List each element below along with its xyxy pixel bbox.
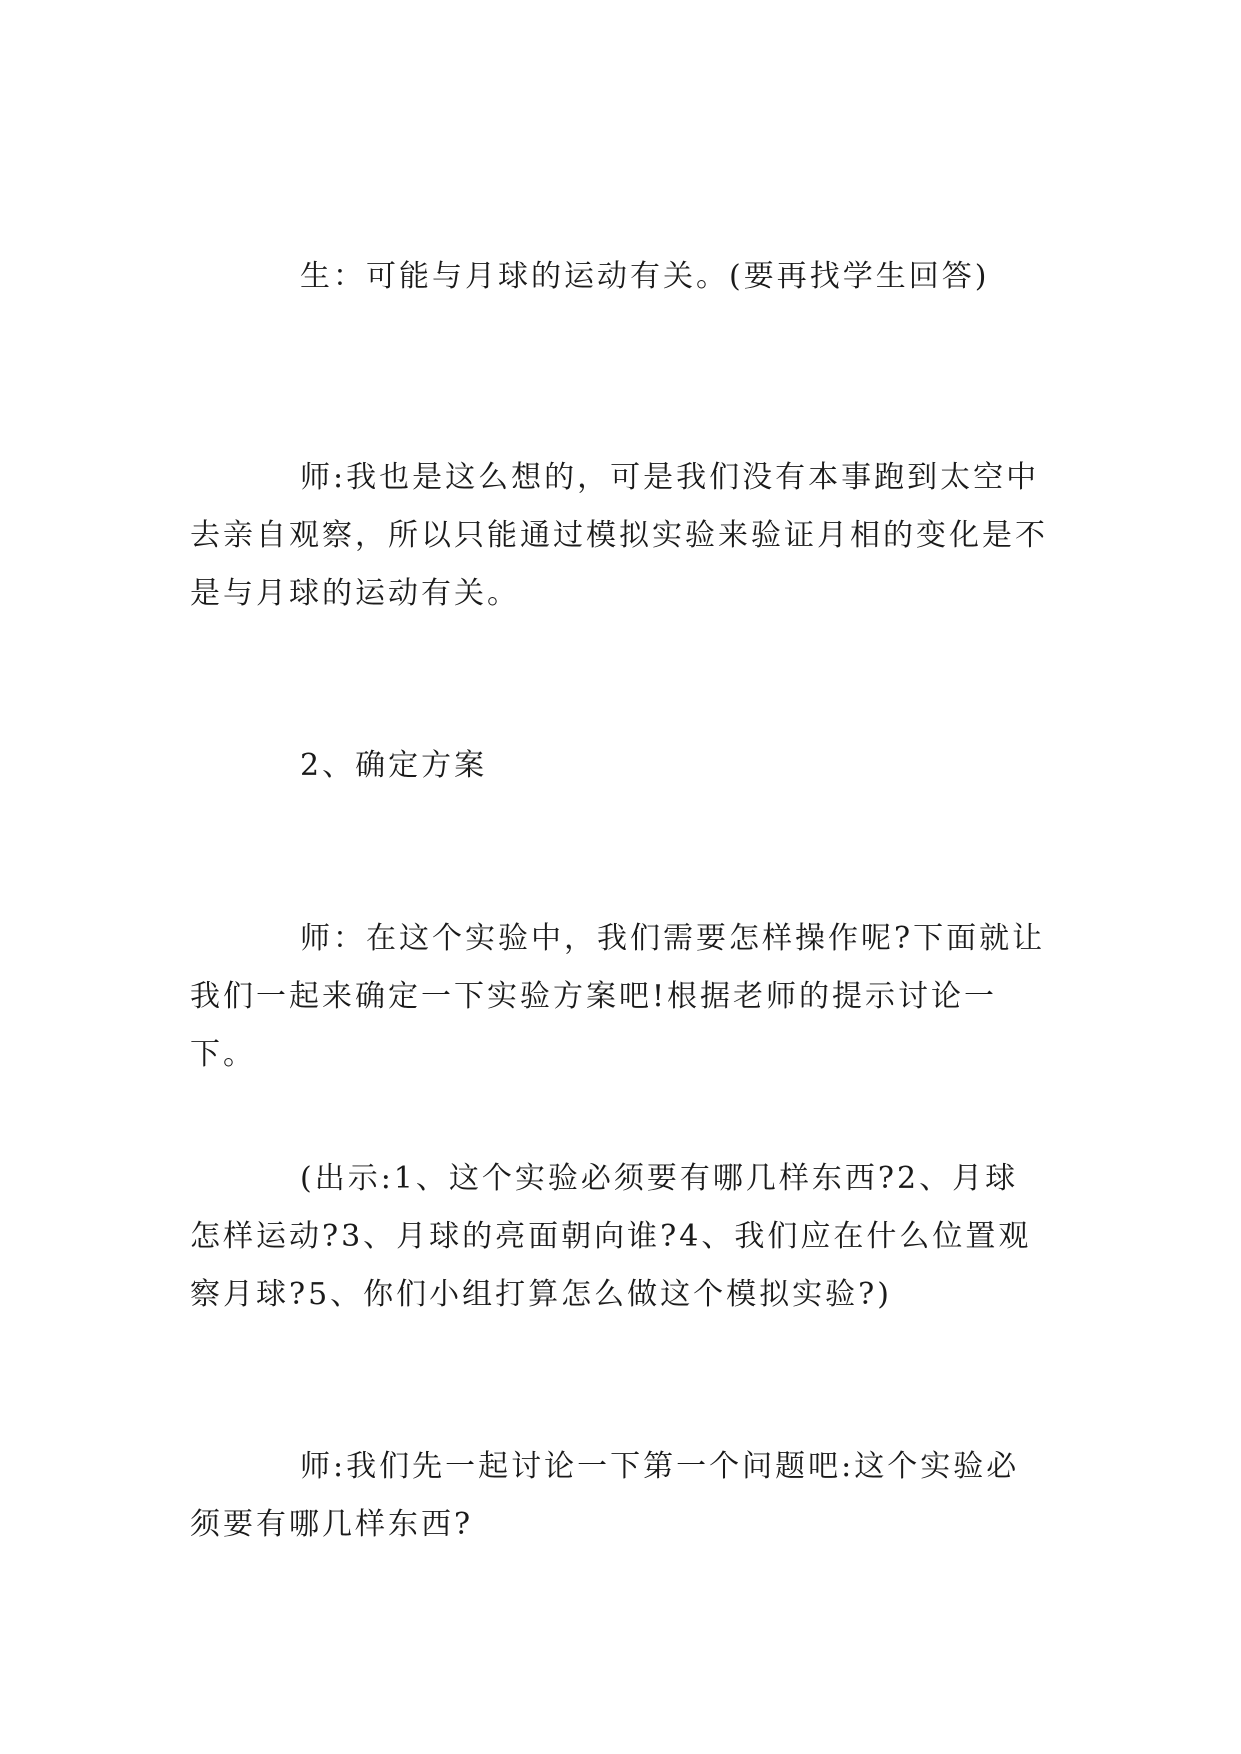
student-answer-paragraph: 生：可能与月球的运动有关。(要再找学生回答) xyxy=(300,259,990,294)
teacher-remark-paragraph: 师:我也是这么想的，可是我们没有本事跑到太空中去亲自观察，所以只能通过模拟实验来验证月相的变化是不是与月球的运动有关。 xyxy=(190,460,1048,611)
teacher-instruction-paragraph: 师：在这个实验中，我们需要怎样操作呢?下面就让我们一起来确定一下实验方案吧!根据老师的提示讨论一下。 xyxy=(190,921,1046,1072)
prompt-questions-paragraph: (出示:1、这个实验必须要有哪几样东西?2、月球怎样运动?3、月球的亮面朝向谁?4、我们应在什么位置观察月球?5、你们小组打算怎么做这个模拟实验?) xyxy=(190,1161,1032,1312)
teacher-question-paragraph: 师:我们先一起讨论一下第一个问题吧:这个实验必须要有哪几样东西? xyxy=(190,1449,1020,1542)
section-heading: 2、确定方案 xyxy=(300,748,488,783)
